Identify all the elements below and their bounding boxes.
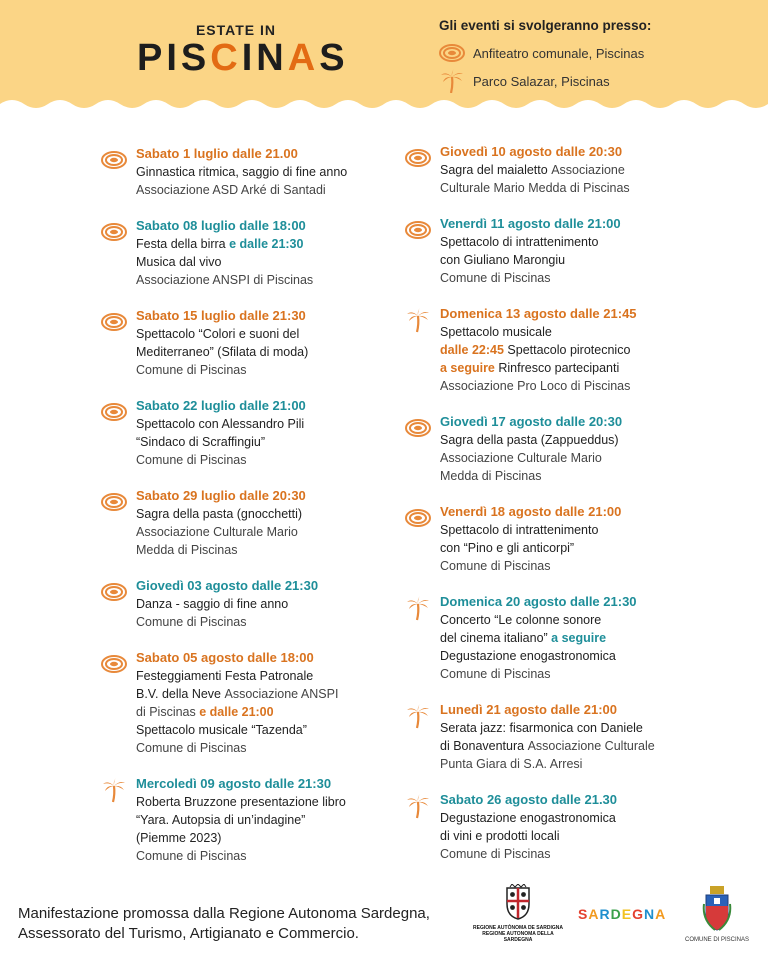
event-date: Lunedì 21 agosto dalle 21:00 (440, 702, 617, 717)
event-description (136, 793, 430, 811)
event-organizer: Associazione Culturale Mario (440, 451, 602, 465)
event-organizer: Associazione Pro Loco di Piscinas (440, 379, 631, 393)
header-banner (0, 0, 768, 120)
event-item (100, 775, 430, 865)
regione-caption: REGIONE AUTONOMA DELLA SARDEGNA (482, 931, 554, 943)
event-text: Spettacolo “Colori e suoni del (136, 327, 300, 341)
event-description (440, 521, 734, 539)
palm-tree-icon (404, 703, 432, 729)
event-text: Spettacolo pirotecnico (503, 343, 631, 357)
comune-caption: COMUNE DI PISCINAS (684, 937, 749, 943)
amphitheatre-icon (100, 651, 128, 677)
event-text: del cinema italiano” (440, 631, 552, 645)
venue-label: Parco Salazar, Piscinas (473, 73, 610, 89)
footer-promotion-text (18, 904, 458, 944)
event-text: Sagra del maialetto (440, 163, 552, 177)
event-organizer: di Piscinas (136, 705, 200, 719)
event-item (404, 503, 734, 575)
event-text: Mediterraneo” (Sfilata di moda) (136, 345, 309, 359)
event-text: con “Pino e gli anticorpi” (440, 541, 575, 555)
amphitheatre-icon (100, 147, 128, 173)
event-text: “Yara. Autopsia di un’indagine” (136, 813, 306, 827)
event-item (404, 701, 734, 773)
event-organizer: Punta Giara di S.A. Arresi (440, 757, 583, 771)
event-description (440, 827, 734, 845)
event-text: Spettacolo musicale “Tazenda” (136, 723, 307, 737)
event-description (136, 721, 430, 739)
event-organizer: Comune di Piscinas (440, 667, 551, 681)
event-item (404, 791, 734, 863)
event-text: Degustazione enogastronomica (440, 811, 616, 825)
event-description (440, 611, 734, 629)
event-item (100, 217, 430, 289)
logo-letter: A (588, 906, 600, 922)
event-item (404, 215, 734, 287)
event-description (136, 415, 430, 433)
event-date: Domenica 20 agosto dalle 21:30 (440, 594, 637, 609)
event-item (404, 413, 734, 485)
event-highlight: a seguire (551, 631, 607, 645)
event-description (440, 431, 734, 449)
event-text: di Bonaventura (440, 739, 528, 753)
event-item (404, 305, 734, 395)
venue-item (439, 69, 749, 93)
amphitheatre-icon (439, 42, 465, 64)
event-date: Sabato 26 agosto dalle 21.30 (440, 792, 618, 807)
event-description (136, 595, 430, 613)
venue-label: Anfiteatro comunale, Piscinas (473, 45, 645, 61)
event-text: Serata jazz: fisarmonica con Daniele (440, 721, 643, 735)
event-organizer: Medda di Piscinas (440, 469, 542, 483)
event-description (440, 233, 734, 251)
event-date: Sabato 05 agosto dalle 18:00 (136, 650, 314, 665)
comune-piscinas-logo (682, 886, 752, 943)
event-organizer: Comune di Piscinas (440, 271, 551, 285)
event-description (136, 703, 430, 721)
brand-letter: N (256, 37, 288, 79)
event-organizer: Associazione Culturale (527, 739, 655, 753)
event-text: Danza - saggio di fine anno (136, 597, 289, 611)
footer-line: Manifestazione promossa dalla Regione Autonoma Sardegna, (18, 905, 430, 922)
brand-title (137, 38, 349, 78)
event-description (136, 433, 430, 451)
event-text: Sagra della pasta (gnocchetti) (136, 507, 303, 521)
event-organizer: Comune di Piscinas (440, 559, 551, 573)
event-description (440, 629, 734, 647)
venues-legend (439, 18, 749, 97)
event-date: Giovedì 10 agosto dalle 20:30 (440, 144, 623, 159)
amphitheatre-icon (100, 219, 128, 245)
event-item (100, 487, 430, 559)
event-highlight: a seguire (440, 361, 495, 375)
event-date: Domenica 13 agosto dalle 21:45 (440, 306, 637, 321)
event-item (100, 145, 430, 199)
brand-letter: I (166, 37, 181, 79)
event-description (440, 161, 734, 179)
event-organizer: Comune di Piscinas (440, 847, 551, 861)
event-organizer: Associazione (551, 163, 625, 177)
event-description (440, 251, 734, 269)
event-text: B.V. della Neve (136, 687, 225, 701)
event-description (440, 647, 734, 665)
event-organizer: Associazione Culturale Mario (136, 525, 298, 539)
brand-letter: S (319, 37, 349, 79)
event-item (100, 577, 430, 631)
event-organizer: Medda di Piscinas (136, 543, 238, 557)
event-description (136, 253, 430, 271)
venues-title: Gli eventi si svolgeranno presso: (439, 18, 652, 33)
event-description (440, 719, 734, 737)
amphitheatre-icon (100, 579, 128, 605)
footer-line: Assessorato del Turismo, Artigianato e Commercio. (18, 925, 359, 942)
event-date: Sabato 15 luglio dalle 21:30 (136, 308, 306, 323)
sardegna-brand-logo (578, 906, 666, 922)
event-organizer: Associazione ANSPI di Piscinas (136, 273, 314, 287)
amphitheatre-icon (404, 415, 432, 441)
event-text: di vini e prodotti locali (440, 829, 560, 843)
brand-letter: I (241, 37, 257, 79)
event-text: Degustazione enogastronomica (440, 649, 616, 663)
event-date: Sabato 08 luglio dalle 18:00 (136, 218, 306, 233)
event-date: Venerdì 11 agosto dalle 21:00 (440, 216, 621, 231)
amphitheatre-icon (100, 309, 128, 335)
event-organizer: Comune di Piscinas (136, 741, 247, 755)
palm-tree-icon (100, 777, 128, 803)
event-text: Spettacolo di intrattenimento (440, 235, 599, 249)
event-text: Spettacolo di intrattenimento (440, 523, 599, 537)
event-description (136, 505, 430, 523)
event-text: Festeggiamenti Festa Patronale (136, 669, 314, 683)
logo-letter: N (643, 906, 656, 922)
event-text: Ginnastica ritmica, saggio di fine anno (136, 165, 348, 179)
regione-caption: REGIONE AUTÒNOMA DE SARDIGNA (473, 925, 563, 931)
event-text: Roberta Bruzzone presentazione libro (136, 795, 346, 809)
palm-tree-icon (439, 70, 465, 92)
event-text: Spettacolo con Alessandro Pili (136, 417, 305, 431)
amphitheatre-icon (404, 217, 432, 243)
event-item (404, 593, 734, 683)
logo-letter: S (578, 906, 589, 922)
event-date: Sabato 1 luglio dalle 21.00 (136, 146, 298, 161)
event-text: “Sindaco di Scraffingiu” (136, 435, 266, 449)
event-highlight: dalle 22:45 (440, 343, 504, 357)
event-text: Musica dal vivo (136, 255, 222, 269)
event-description (136, 235, 430, 253)
brand-letter: P (137, 37, 167, 79)
event-date: Sabato 22 luglio dalle 21:00 (136, 398, 306, 413)
event-description (440, 809, 734, 827)
event-highlight: e dalle 21:30 (229, 237, 304, 251)
event-description (440, 359, 734, 377)
event-date: Giovedì 03 agosto dalle 21:30 (136, 578, 319, 593)
venue-item (439, 41, 749, 65)
event-description (136, 811, 430, 829)
event-text: (Piemme 2023) (136, 831, 222, 845)
event-text: Sagra della pasta (Zappueddus) (440, 433, 619, 447)
amphitheatre-icon (100, 399, 128, 425)
event-description (136, 685, 430, 703)
event-organizer: Comune di Piscinas (136, 453, 247, 467)
event-item (404, 143, 734, 197)
event-description (440, 341, 734, 359)
comune-crest-icon (702, 886, 732, 932)
event-description (440, 539, 734, 557)
event-date: Mercoledì 09 agosto dalle 21:30 (136, 776, 332, 791)
palm-tree-icon (404, 793, 432, 819)
event-highlight: e dalle 21:00 (199, 705, 274, 719)
event-item (100, 397, 430, 469)
logo-letter: R (599, 906, 611, 922)
event-description (136, 829, 430, 847)
event-date: Giovedì 17 agosto dalle 20:30 (440, 414, 623, 429)
event-description (136, 667, 430, 685)
event-organizer: Associazione ASD Arké di Santadi (136, 183, 326, 197)
event-organizer: Comune di Piscinas (136, 615, 247, 629)
event-description (440, 737, 734, 755)
event-text: Rinfresco partecipanti (494, 361, 620, 375)
brand-letter-accent: A (287, 37, 320, 79)
amphitheatre-icon (404, 505, 432, 531)
brand-letter-accent: C (210, 37, 242, 79)
event-organizer: Comune di Piscinas (136, 849, 247, 863)
logo-letter: D (610, 906, 622, 922)
event-text: Spettacolo musicale (440, 325, 552, 339)
palm-tree-icon (404, 595, 432, 621)
event-organizer: Associazione ANSPI (224, 687, 339, 701)
regione-sardegna-logo (470, 884, 566, 943)
event-description (136, 163, 430, 181)
event-organizer: Culturale Mario Medda di Piscinas (440, 181, 630, 195)
brand-subtitle: ESTATE IN (195, 22, 277, 38)
event-text: Concerto “Le colonne sonore (440, 613, 602, 627)
event-text: Festa della birra (136, 237, 230, 251)
event-description (136, 325, 430, 343)
logo-letter: A (655, 906, 667, 922)
event-item (100, 649, 430, 757)
event-item (100, 307, 430, 379)
brand-letter: S (180, 37, 211, 79)
amphitheatre-icon (100, 489, 128, 515)
event-text: con Giuliano Marongiu (440, 253, 566, 267)
logo-letter: E (621, 906, 633, 922)
event-date: Sabato 29 luglio dalle 20:30 (136, 488, 306, 503)
event-date: Venerdì 18 agosto dalle 21:00 (440, 504, 622, 519)
palm-tree-icon (404, 307, 432, 333)
event-description (136, 343, 430, 361)
logo-letter: G (632, 906, 644, 922)
event-description (440, 323, 734, 341)
regione-crest-icon (504, 884, 532, 920)
amphitheatre-icon (404, 145, 432, 171)
event-organizer: Comune di Piscinas (136, 363, 247, 377)
